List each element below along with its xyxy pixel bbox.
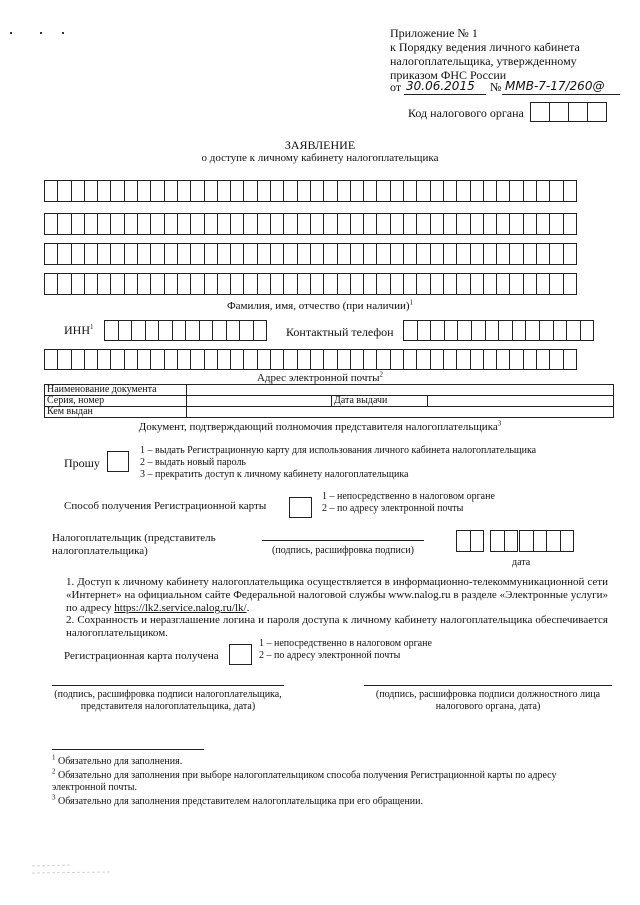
footnote-2 (52, 767, 612, 794)
notice-paragraph-1 (66, 576, 608, 615)
doc-name-field[interactable] (187, 385, 614, 396)
annex-number-handwritten: ММВ-7-17/260@ (505, 79, 605, 93)
email-label: Адрес электронной почты (256, 372, 380, 384)
annex-line-3: налогоплательщика, утвержденному (390, 54, 577, 68)
cabinet-link[interactable]: https://lk2.service.nalog.ru/lk/ (114, 602, 247, 614)
table-row (45, 396, 614, 407)
document-caption-text: Документ, подтверждающий полномочия представителя налогоплательщика (138, 421, 498, 433)
footnote-2-text: Обязательно для заполнения при выборе налогоплательщиком способа получения Регистрационной карты по адресу электронной почты. (52, 770, 557, 793)
tax-authority-code-cells[interactable] (530, 102, 607, 122)
footnote-2-number: 2 (52, 767, 56, 776)
footnote-3 (52, 793, 612, 808)
doc-issue-date-label: Дата выдачи (332, 396, 428, 407)
name-row-4[interactable] (44, 273, 577, 295)
footnote-1-text: Обязательно для заполнения. (58, 756, 183, 767)
footnote-1 (52, 753, 612, 768)
footnote-1-number: 1 (52, 753, 56, 762)
signature-date-caption: дата (512, 557, 531, 568)
annex-number-label: № (490, 80, 502, 94)
inn-label: ИНН (64, 323, 90, 337)
taxpayer-signature-line[interactable] (262, 540, 424, 541)
doc-issued-by-field[interactable] (187, 407, 614, 418)
request-label: Прошу (64, 456, 100, 470)
officer-signature-line[interactable] (364, 685, 612, 686)
name-row-3[interactable] (44, 243, 577, 265)
request-choice-box[interactable] (107, 451, 129, 472)
receipt-method-option-2: 2 – по адресу электронной почты (322, 503, 464, 514)
taxpayer-final-caption-line-1: (подпись, расшифровка подписи налогоплательщика, (54, 689, 282, 700)
page-title: ЗАЯВЛЕНИЕ (284, 138, 356, 152)
signature-date-day[interactable] (456, 530, 484, 552)
document-table (44, 384, 614, 418)
request-option-1: 1 – выдать Регистрационную карту для использования личного кабинета налогоплательщика (140, 445, 537, 456)
inn-footnote-ref: 1 (90, 323, 94, 331)
annex-date-underline (404, 94, 486, 95)
doc-issued-by-label: Кем выдан (45, 407, 187, 418)
inn-caption (64, 323, 94, 337)
inn-cells[interactable] (104, 320, 267, 341)
taxpayer-signature-caption: (подпись, расшифровка подписи) (272, 545, 414, 556)
receipt-method-options (322, 491, 495, 515)
email-footnote-ref: 2 (379, 370, 384, 379)
name-label: Фамилия, имя, отчество (при наличии) (226, 300, 410, 312)
name-row-1[interactable] (44, 180, 577, 202)
scan-dot (40, 32, 42, 34)
table-row (45, 385, 614, 396)
footnote-3-text: Обязательно для заполнения представителем налогоплательщика при его обращении. (58, 796, 424, 807)
table-row (45, 407, 614, 418)
card-received-choice-box[interactable] (229, 644, 252, 665)
scan-dot (62, 32, 64, 34)
request-option-3: 3 – прекратить доступ к личному кабинету налогоплательщика (140, 469, 409, 480)
document-footnote-ref: 3 (497, 419, 502, 428)
annex-block (390, 26, 630, 82)
footnote-3-number: 3 (52, 793, 56, 802)
document-caption (0, 421, 640, 434)
notice-paragraph-2: 2. Сохранность и неразглашение логина и пароля доступа к личному кабинету налогоплательщика обеспечивается налогоплательщиком. (66, 614, 608, 639)
receipt-method-option-1: 1 – непосредственно в налоговом органе (322, 491, 495, 502)
name-caption (0, 300, 640, 313)
card-received-option-2: 2 – по адресу электронной почты (259, 650, 401, 661)
request-option-2: 2 – выдать новый пароль (140, 457, 246, 468)
receipt-method-label: Способ получения Регистрационной карты (64, 500, 267, 512)
page-subtitle: о доступе к личному кабинету налогоплательщика (201, 152, 439, 164)
annex-line-4: приказом ФНС России (390, 68, 507, 82)
officer-caption-line-2: налогового органа, дата) (435, 701, 541, 712)
doc-name-label: Наименование документа (45, 385, 187, 396)
doc-issue-date-field[interactable] (428, 396, 614, 407)
annex-date-handwritten: 30.06.2015 (406, 79, 475, 93)
taxpayer-label-line-2: налогоплательщика) (52, 545, 148, 557)
receipt-method-choice-box[interactable] (289, 497, 312, 518)
doc-series-field[interactable] (187, 396, 332, 407)
name-footnote-ref: 1 (409, 298, 414, 307)
signature-date-month[interactable] (490, 530, 518, 552)
annex-number-underline (502, 94, 620, 95)
footnote-separator (52, 749, 204, 750)
email-cells[interactable] (44, 349, 577, 370)
request-options (140, 445, 536, 481)
doc-series-label: Серия, номер (45, 396, 187, 407)
officer-signature-caption (364, 689, 612, 713)
faded-stamp-mark (30, 860, 120, 878)
notice-1-text: 1. Доступ к личному кабинету налогоплательщика осуществляется в информационно-телекоммуникационной сети «Интернет» на официальном сайте Федеральной налоговой службы www.nalog.ru в разделе «Электронные услуги» (66, 576, 608, 601)
name-row-2[interactable] (44, 213, 577, 235)
card-received-label: Регистрационная карта получена (64, 650, 219, 662)
phone-label: Контактный телефон (286, 325, 394, 339)
annex-line-2: к Порядку ведения личного кабинета (390, 40, 580, 54)
taxpayer-label (52, 532, 216, 558)
taxpayer-final-signature-line[interactable] (52, 685, 284, 686)
phone-cells[interactable] (403, 320, 594, 341)
signature-date-year[interactable] (519, 530, 574, 552)
taxpayer-final-signature-caption (52, 689, 284, 713)
notice-1-end: . (246, 602, 250, 614)
officer-caption-line-1: (подпись, расшифровка подписи должностного лица (375, 689, 601, 700)
annex-line-1: Приложение № 1 (390, 26, 478, 40)
scan-dot (10, 32, 12, 34)
notice-1-address-prefix: по адресу (66, 602, 115, 614)
annex-from-label: от (390, 80, 402, 94)
card-received-option-1: 1 – непосредственно в налоговом органе (259, 638, 432, 649)
taxpayer-label-line-1: Налогоплательщик (представитель (52, 532, 216, 544)
card-received-options (259, 638, 432, 662)
tax-authority-label: Код налогового органа (408, 106, 524, 120)
footnotes (52, 753, 612, 808)
taxpayer-final-caption-line-2: представителя налогоплательщика, дата) (80, 701, 256, 712)
